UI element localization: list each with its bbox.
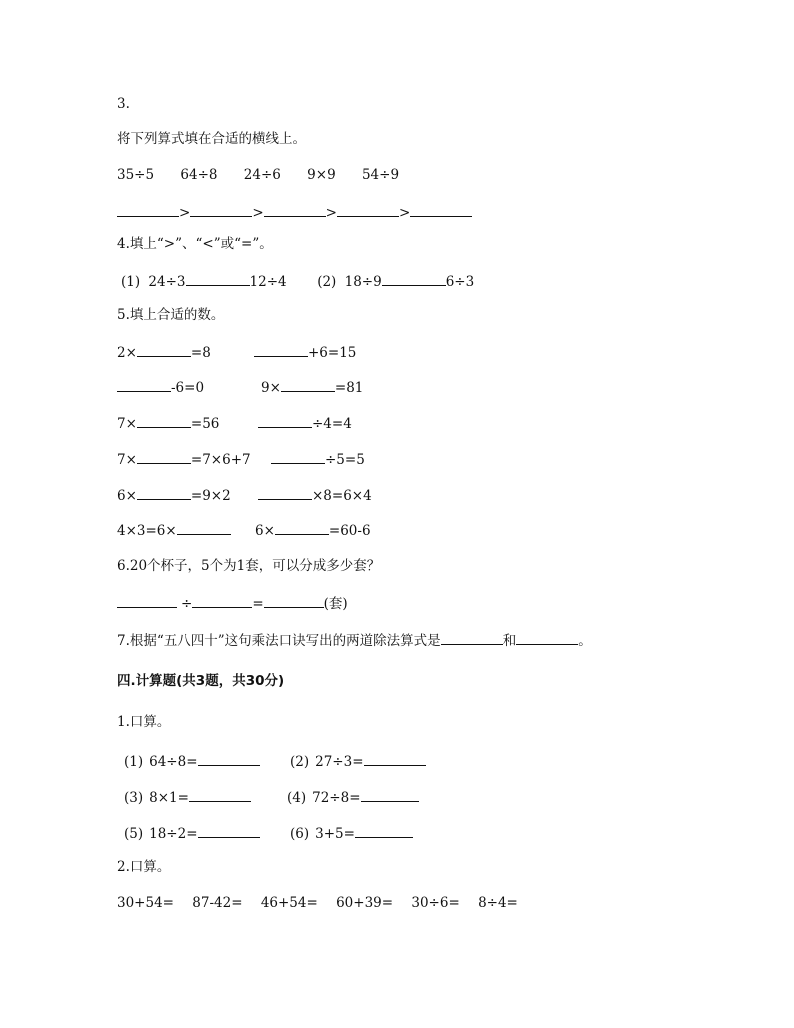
q5-r1a-blank[interactable] bbox=[137, 342, 191, 357]
q4-p1-right: 12÷4 bbox=[249, 274, 287, 290]
q6-equation bbox=[117, 593, 348, 613]
q5-r5a-post: =9×2 bbox=[190, 488, 231, 504]
q4-title: 4.填上“>”、“<”或“=”。 bbox=[117, 236, 273, 252]
q3-gt-3: > bbox=[325, 205, 337, 221]
q4-p2-blank[interactable] bbox=[382, 271, 446, 286]
q5-r1a-post: =8 bbox=[190, 345, 211, 361]
q5-r2a-post: -6=0 bbox=[171, 380, 205, 396]
c1-item-5-blank[interactable] bbox=[198, 823, 260, 838]
c1-item-6-blank[interactable] bbox=[355, 823, 413, 838]
c1-item-4-blank[interactable] bbox=[361, 787, 419, 802]
q3-gt-1: > bbox=[179, 205, 191, 221]
q5-row-4b bbox=[271, 449, 365, 469]
q4-p1-label: (1) bbox=[121, 274, 141, 290]
q7-end: 。 bbox=[578, 633, 592, 649]
q5-row-6a bbox=[117, 520, 231, 540]
q5-r6a-blank[interactable] bbox=[177, 520, 231, 535]
q4-p2-label: (2) bbox=[317, 274, 337, 290]
q4-p1-left: 24÷3 bbox=[148, 274, 186, 290]
q6-blank-1[interactable] bbox=[117, 593, 177, 608]
q5-row-3b bbox=[258, 413, 352, 433]
q7-and: 和 bbox=[502, 633, 517, 649]
c1-item-3 bbox=[124, 787, 251, 807]
c1-item-3-blank[interactable] bbox=[189, 787, 251, 802]
q5-r1b-blank[interactable] bbox=[254, 342, 308, 357]
c2-item-2: 87-42= bbox=[192, 895, 243, 911]
q3-instruction: 将下列算式填在合适的横线上。 bbox=[117, 131, 306, 147]
c1-title: 1.口算。 bbox=[117, 714, 171, 730]
c1-item-6 bbox=[290, 823, 413, 843]
c1-item-3-expr: 8×1= bbox=[149, 790, 189, 806]
q5-row-5b bbox=[258, 485, 372, 505]
q6-blank-3[interactable] bbox=[264, 593, 324, 608]
q5-r6b-pre: 6× bbox=[255, 523, 275, 539]
q4-p1-blank[interactable] bbox=[186, 271, 250, 286]
c1-item-3-label: (3) bbox=[124, 790, 144, 806]
q7-text: 7.根据“五八四十”这句乘法口诀写出的两道除法算式是 bbox=[117, 633, 441, 649]
c2-title: 2.口算。 bbox=[117, 859, 171, 875]
q3-answer-row bbox=[117, 202, 472, 222]
q5-row-2b bbox=[261, 377, 363, 397]
q3-blank-4[interactable] bbox=[337, 202, 399, 217]
c1-item-6-expr: 3+5= bbox=[315, 826, 355, 842]
q3-blank-2[interactable] bbox=[190, 202, 252, 217]
q3-expr-1: 35÷5 bbox=[117, 167, 155, 183]
q3-number: 3. bbox=[117, 96, 130, 112]
q6-unit: (套) bbox=[323, 596, 348, 612]
c2-item-3: 46+54= bbox=[260, 895, 318, 911]
q5-r3a-post: =56 bbox=[190, 416, 220, 432]
q6-div: ÷ bbox=[181, 596, 193, 612]
q5-r1a-pre: 2× bbox=[117, 345, 137, 361]
q5-row-5a bbox=[117, 485, 231, 505]
q5-row-4a bbox=[117, 449, 251, 469]
c2-item-5: 30÷6= bbox=[411, 895, 460, 911]
c1-item-4-expr: 72÷8= bbox=[312, 790, 361, 806]
q3-blank-3[interactable] bbox=[264, 202, 326, 217]
q5-r3a-pre: 7× bbox=[117, 416, 137, 432]
q5-r4b-post: ÷5=5 bbox=[325, 452, 365, 468]
q5-row-6b bbox=[255, 520, 371, 540]
c1-item-5 bbox=[124, 823, 260, 843]
q5-r4a-post: =7×6+7 bbox=[190, 452, 251, 468]
c2-item-6: 8÷4= bbox=[478, 895, 518, 911]
q7-line bbox=[117, 630, 592, 650]
q6-title: 6.20个杯子，5个为1套，可以分成多少套？ bbox=[117, 558, 381, 574]
q5-r2b-pre: 9× bbox=[261, 380, 281, 396]
c1-item-1-expr: 64÷8= bbox=[149, 754, 198, 770]
q5-row-2a bbox=[117, 377, 204, 397]
q6-blank-2[interactable] bbox=[192, 593, 252, 608]
q5-r6b-post: =60-6 bbox=[328, 523, 371, 539]
q4-p2-right: 6÷3 bbox=[445, 274, 475, 290]
q3-expr-4: 9×9 bbox=[307, 167, 336, 183]
q3-expr-3: 24÷6 bbox=[243, 167, 281, 183]
q5-r1b-post: +6=15 bbox=[308, 345, 357, 361]
c1-item-5-expr: 18÷2= bbox=[149, 826, 198, 842]
q5-r4b-blank[interactable] bbox=[271, 449, 325, 464]
q3-expressions bbox=[117, 166, 399, 184]
q5-r4a-blank[interactable] bbox=[137, 449, 191, 464]
q5-row-1b bbox=[254, 342, 356, 362]
q6-eq: = bbox=[252, 596, 264, 612]
c1-item-4-label: (4) bbox=[287, 790, 307, 806]
c1-item-2 bbox=[290, 751, 426, 771]
q5-r2b-blank[interactable] bbox=[281, 377, 335, 392]
q5-row-1a bbox=[117, 342, 211, 362]
q3-expr-2: 64÷8 bbox=[180, 167, 218, 183]
q7-blank-2[interactable] bbox=[516, 630, 578, 645]
c1-item-5-label: (5) bbox=[124, 826, 144, 842]
q4-p2-left: 18÷9 bbox=[344, 274, 382, 290]
c1-item-4 bbox=[287, 787, 419, 807]
q5-r3b-post: ÷4=4 bbox=[312, 416, 352, 432]
q5-r5b-post: ×8=6×4 bbox=[312, 488, 372, 504]
c1-item-2-label: (2) bbox=[290, 754, 310, 770]
q5-r3b-blank[interactable] bbox=[258, 413, 312, 428]
c2-item-4: 60+39= bbox=[336, 895, 394, 911]
q5-row-3a bbox=[117, 413, 219, 433]
q3-gt-2: > bbox=[252, 205, 264, 221]
q5-title: 5.填上合适的数。 bbox=[117, 307, 225, 323]
q3-blank-5[interactable] bbox=[410, 202, 472, 217]
c1-item-1 bbox=[124, 751, 260, 771]
q3-blank-1[interactable] bbox=[117, 202, 179, 217]
section4-title: 四.计算题(共3题，共30分) bbox=[117, 673, 285, 689]
q5-r3a-blank[interactable] bbox=[137, 413, 191, 428]
c1-item-2-expr: 27÷3= bbox=[315, 754, 364, 770]
q4-problems bbox=[121, 271, 474, 291]
c2-item-1: 30+54= bbox=[117, 895, 174, 911]
c2-items bbox=[117, 894, 518, 912]
c1-item-6-label: (6) bbox=[290, 826, 310, 842]
q5-r5a-pre: 6× bbox=[117, 488, 137, 504]
q7-blank-1[interactable] bbox=[441, 630, 503, 645]
c1-item-1-label: (1) bbox=[124, 754, 144, 770]
q5-r2b-post: =81 bbox=[334, 380, 364, 396]
c1-item-1-blank[interactable] bbox=[198, 751, 260, 766]
c1-item-2-blank[interactable] bbox=[364, 751, 426, 766]
q5-r4a-pre: 7× bbox=[117, 452, 137, 468]
q5-r2a-blank[interactable] bbox=[117, 377, 171, 392]
q5-r5a-blank[interactable] bbox=[137, 485, 191, 500]
q3-gt-4: > bbox=[398, 205, 411, 221]
q5-r6b-blank[interactable] bbox=[275, 520, 329, 535]
q3-expr-5: 54÷9 bbox=[361, 167, 400, 183]
q5-r6a-pre: 4×3=6× bbox=[117, 523, 177, 539]
q5-r5b-blank[interactable] bbox=[258, 485, 312, 500]
